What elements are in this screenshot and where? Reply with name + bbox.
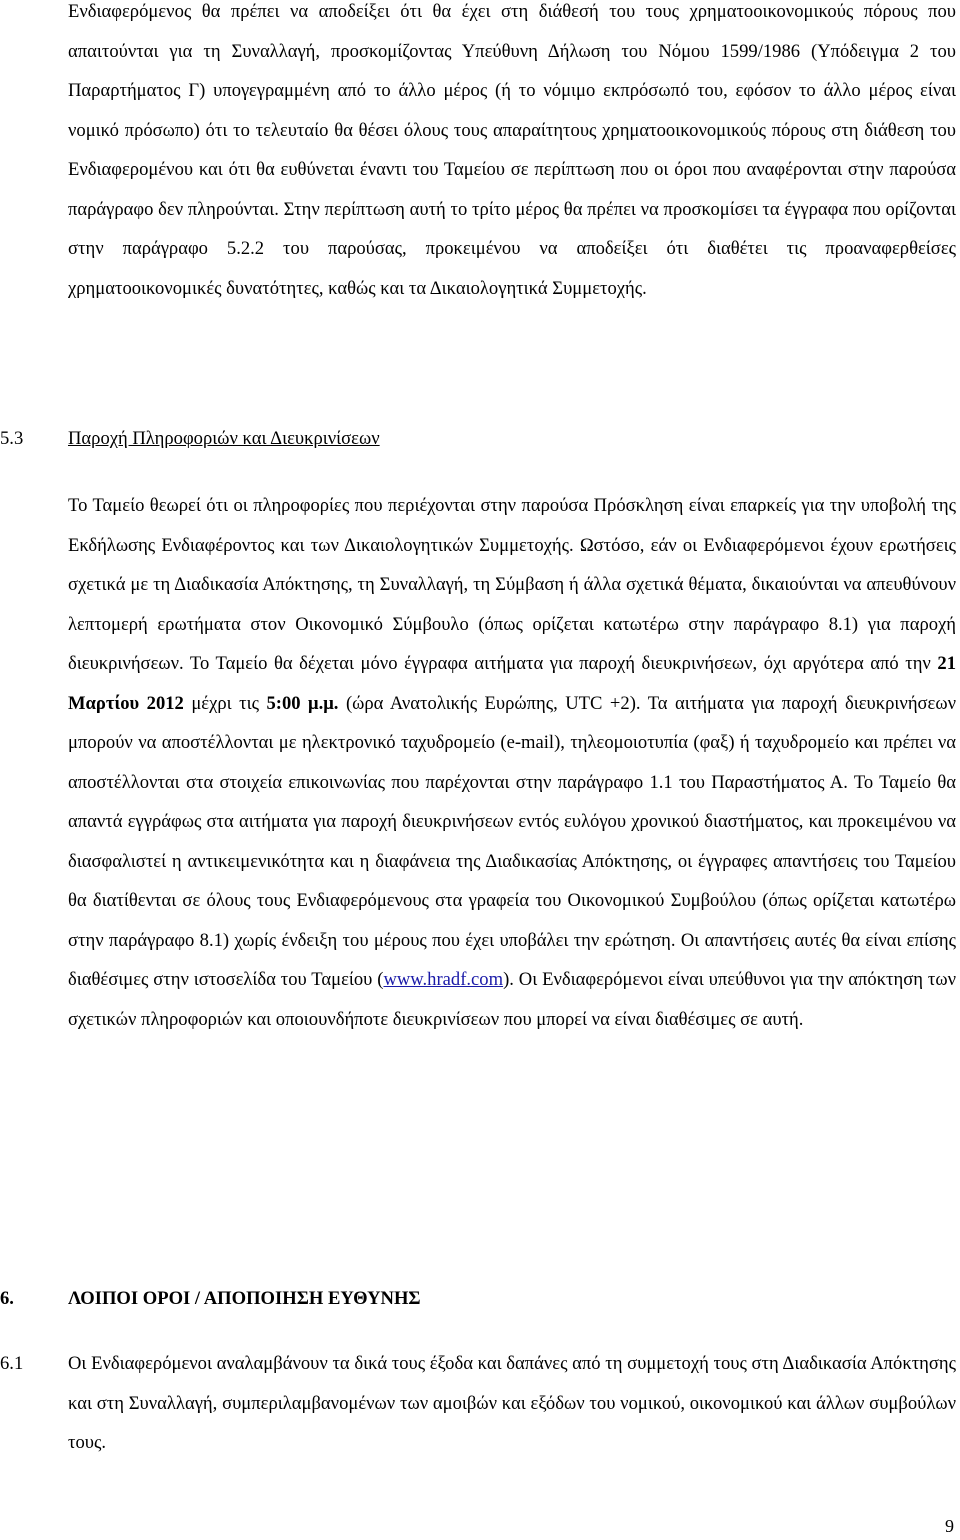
section-number: 6.1 bbox=[0, 1353, 24, 1374]
intro-paragraph: Ενδιαφερόμενος θα πρέπει να αποδείξει ότι θα έχει στη διάθεσή του τους χρηματοοικονομικούς πόρους που απαιτούνται για τη Συναλλαγή, προσκομίζοντας Υπεύθυνη Δήλωση του Νόμου 1599/1986 (Υπόδειγμα 2 του Παραρτήματος Γ) υπογεγραμμένη από το άλλο μέρος (ή το νόμιμο εκπρόσωπό του, εφόσον το άλλο μέρος είναι νομικό πρόσωπο) ότι το τελευταίο θα θέσει όλους τους απαραίτητους χρηματοοικονομικούς πόρους στη διάθεση του Ενδιαφερομένου και ότι θα ευθύνεται έναντι του Ταμείου σε περίπτωση που οι όροι που αναφέρονται στην παρούσα παράγραφο δεν πληρούνται. Στην περίπτωση αυτή το τρίτο μέρος θα πρέπει να προσκομίσει τα έγγραφα που ορίζονται στην παράγραφο 5.2.2 του παρούσας, προκειμένου να αποδείξει ότι διαθέτει τις προαναφερθείσες χρηματοοικονομικές δυνατότητες, καθώς και τα Δικαιολογητικά Συμμετοχής. bbox=[68, 1, 956, 299]
paragraph-text: μέχρι τις bbox=[191, 692, 259, 714]
section-5-3-paragraph bbox=[68, 486, 956, 1039]
deadline-time: 5:00 μ.μ. bbox=[266, 692, 339, 714]
section-title: ΛΟΙΠΟΙ ΟΡΟΙ / ΑΠΟΠΟΙΗΣΗ ΕΥΘΥΝΗΣ bbox=[68, 1288, 421, 1309]
page-number: 9 bbox=[945, 1516, 954, 1536]
section-number: 6. bbox=[0, 1288, 14, 1309]
paragraph-text: ). Οι Ενδιαφερόμενοι είναι υπεύθυνοι για την απόκτηση των σχετικών πληροφοριών και οποιουνδήποτε διευκρινίσεων που μπορεί να είναι διαθέσιμες σε αυτή. bbox=[68, 969, 956, 1030]
deadline-date: 21 Μαρτίου 2012 bbox=[68, 653, 956, 714]
section-6-1-paragraph: Οι Ενδιαφερόμενοι αναλαμβάνουν τα δικά τους έξοδα και δαπάνες από τη συμμετοχή τους στη Διαδικασία Απόκτησης και στη Συναλλαγή, συμπεριλαμβανομένων των αμοιβών και εξόδων του νομικού, οικονομικού και άλλων συμβούλων τους. bbox=[68, 1353, 956, 1453]
paragraph-text: (ώρα Ανατολικής Ευρώπης, UTC +2). Τα αιτήματα για παροχή διευκρινήσεων μπορούν να αποστέλλονται με ηλεκτρονικό ταχυδρομείο (e-mail), τηλεομοιοτυπία (φαξ) ή ταχυδρομείο και πρέπει να αποστέλλονται στα στοιχεία επικοινωνίας που παρέχονται στην παράγραφο 1.1 του Παραστήματος Α. Το Ταμείο θα απαντά εγγράφως στα αιτήματα για παροχή διευκρινήσεων εντός ευλόγου χρονικού διαστήματος, και προκειμένου να διασφαλιστεί η αντικειμενικότητα και η διαφάνεια της Διαδικασίας Απόκτησης, οι έγγραφες απαντήσεις του Ταμείου θα διατίθενται σε όλους τους Ενδιαφερόμενους στα γραφεία του Οικονομικού Συμβούλου (όπως ορίζεται κατωτέρω στην παράγραφο 8.1) χωρίς ένδειξη του μέρους που έχει υποβάλει την ερώτηση. Οι απαντήσεις αυτές θα είναι επίσης διαθέσιμες στην ιστοσελίδα του Ταμείου ( bbox=[68, 692, 957, 990]
section-title: Παροχή Πληροφοριών και Διευκρινίσεων bbox=[68, 428, 380, 449]
website-link[interactable]: www.hradf.com bbox=[383, 969, 504, 990]
paragraph-text: Το Ταμείο θεωρεί ότι οι πληροφορίες που περιέχονται στην παρούσα Πρόσκληση είναι επαρκείς για την υποβολή της Εκδήλωσης Ενδιαφέροντος και των Δικαιολογητικών Συμμετοχής. Ωστόσο, εάν οι Ενδιαφερόμενοι έχουν ερωτήσεις σχετικά με τη Διαδικασία Απόκτησης, τη Συναλλαγή, τη Σύμβαση ή άλλα σχετικά θέματα, δικαιούνται να απευθύνουν λεπτομερή ερωτήματα στον Οικονομικό Σύμβουλο (όπως ορίζεται κατωτέρω στην παράγραφο 8.1) για παροχή διευκρινήσεων. Το Ταμείο θα δέχεται μόνο έγγραφα αιτήματα για παροχή διευκρινήσεων, όχι αργότερα από την bbox=[68, 495, 956, 674]
section-number: 5.3 bbox=[0, 428, 24, 449]
